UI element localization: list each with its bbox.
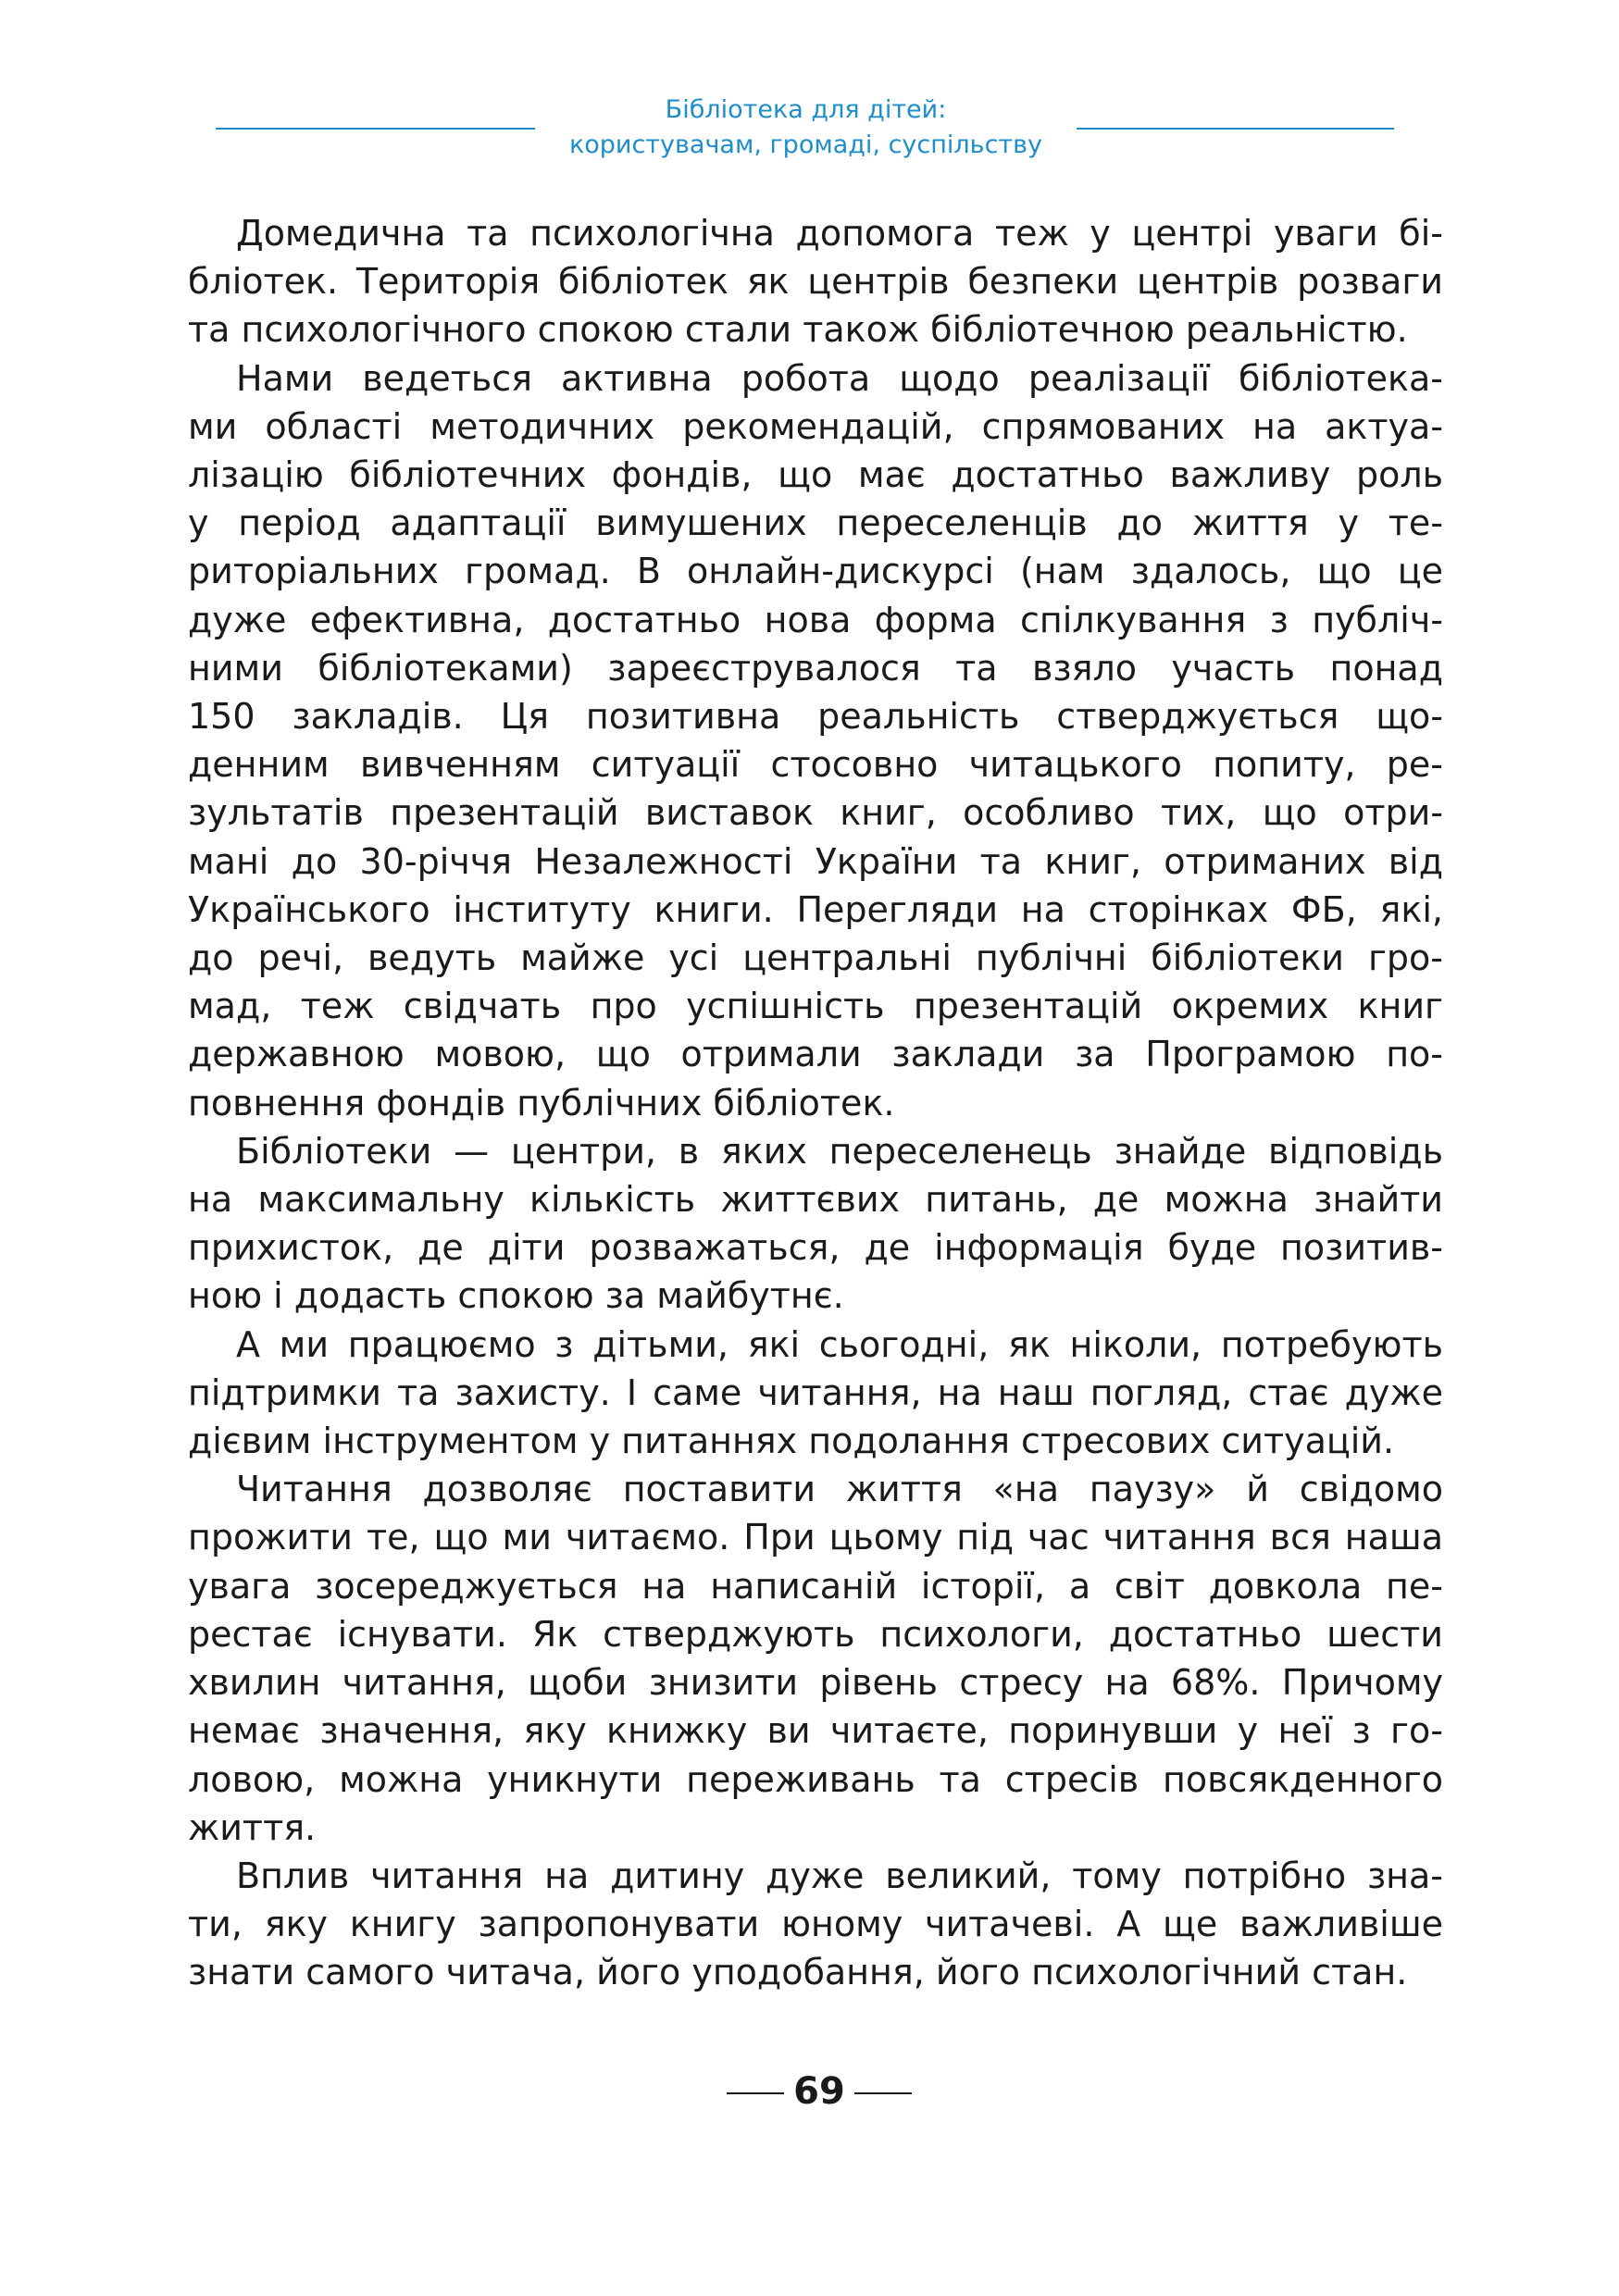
text-line: А ми працюємо з дітьми, які сьогодні, як ніколи, потребують	[236, 1323, 1443, 1365]
text-line: зультатів презентацій виставок книг, особливо тих, що отри-	[188, 792, 1443, 834]
text-line: життя.	[188, 1806, 317, 1848]
text-line: дієвим інструментом у питаннях подолання стресових ситуацій.	[188, 1421, 1395, 1462]
text-line: ними бібліотеками) зареєструвалося та взяло участь понад	[188, 647, 1443, 689]
text-line: ми області методичних рекомендацій, спрямованих на актуа-	[188, 405, 1443, 447]
text-line: увага зосереджується на написаній історії, а світ довкола пе-	[188, 1565, 1443, 1607]
text-line: Українського інституту книги. Перегляди на сторінках ФБ, які,	[188, 888, 1443, 930]
header-rule-right	[1077, 128, 1394, 130]
text-line: хвилин читання, щоби знизити рівень стресу на 68%. Причому	[188, 1662, 1443, 1704]
text-line: мані до 30-річчя Незалежності України та книг, отриманих від	[188, 840, 1443, 882]
footer-rule-right	[854, 2092, 912, 2094]
text-line: дуже ефективна, достатньо нова форма спілкування з публіч-	[188, 599, 1443, 640]
text-line: повнення фондів публічних бібліотек.	[188, 1082, 895, 1123]
page-number: 69	[793, 2070, 845, 2113]
text-line: немає значення, яку книжку ви читаєте, поринувши у неї з го-	[188, 1710, 1443, 1752]
text-line: державною мовою, що отримали заклади за Програмою по-	[188, 1034, 1443, 1075]
paragraph	[188, 1321, 1443, 1466]
text-line: на максимальну кількість життєвих питань, де можна знайти	[188, 1179, 1443, 1221]
text-line: 150 закладів. Ця позитивна реальність стверджується що-	[188, 696, 1443, 738]
text-line: ною і додасть спокою за майбутнє.	[188, 1275, 844, 1317]
text-line: знати самого читача, його уподобання, його психологічний стан.	[188, 1952, 1408, 1993]
text-line: та психологічного спокою стали також бібліотечною реальністю.	[188, 309, 1408, 351]
text-line: Нами ведеться активна робота щодо реалізації бібліотека-	[236, 357, 1443, 399]
footer-rule-left	[727, 2092, 784, 2094]
header-rule-left	[216, 128, 535, 130]
text-line: Бібліотеки — центри, в яких переселенець знайде відповідь	[236, 1130, 1443, 1172]
body-text	[188, 209, 1443, 1997]
text-line: прожити те, що ми читаємо. При цьому під час читання вся наша	[188, 1517, 1443, 1558]
header-title-line1: Бібліотека для дітей:	[665, 95, 947, 124]
paragraph	[188, 209, 1443, 354]
text-line: ти, яку книгу запропонувати юному читачеві. А ще важливіше	[188, 1904, 1443, 1945]
text-line: риторіальних громад. В онлайн-дискурсі (нам здалось, що це	[188, 551, 1443, 592]
header-title-line2: користувачам, громаді, суспільству	[568, 130, 1043, 159]
text-line: до речі, ведуть майже усі центральні публічні бібліотеки гро-	[188, 937, 1443, 979]
text-line: рестає існувати. Як стверджують психологи, достатньо шести	[188, 1613, 1443, 1655]
text-line: Вплив читання на дитину дуже великий, тому потрібно зна-	[236, 1855, 1443, 1896]
text-line: Домедична та психологічна допомога теж у центрі уваги бі-	[236, 213, 1443, 254]
text-line: лізацію бібліотечних фондів, що має достатньо важливу роль	[188, 454, 1443, 496]
text-line: Читання дозволяє поставити життя «на паузу» й свідомо	[236, 1469, 1443, 1510]
text-line: денним вивченням ситуації стосовно читацького попиту, ре-	[188, 744, 1443, 786]
text-line: ловою, можна уникнути переживань та стресів повсякденного	[188, 1758, 1443, 1800]
running-header	[0, 93, 1619, 167]
paragraph	[188, 354, 1443, 1127]
text-line: бліотек. Територія бібліотек як центрів безпеки центрів розваги	[188, 261, 1443, 303]
text-line: у період адаптації вимушених переселенців до життя у те-	[188, 503, 1443, 544]
text-line: підтримки та захисту. І саме читання, на наш погляд, стає дуже	[188, 1371, 1443, 1413]
page-footer	[0, 2066, 1619, 2121]
text-line: прихисток, де діти розважаться, де інформація буде позитив-	[188, 1227, 1443, 1269]
paragraph	[188, 1127, 1443, 1321]
paragraph	[188, 1852, 1443, 1997]
text-line: мад, теж свідчать про успішність презентацій окремих книг	[188, 986, 1443, 1027]
header-title	[535, 93, 1077, 163]
paragraph	[188, 1465, 1443, 1852]
